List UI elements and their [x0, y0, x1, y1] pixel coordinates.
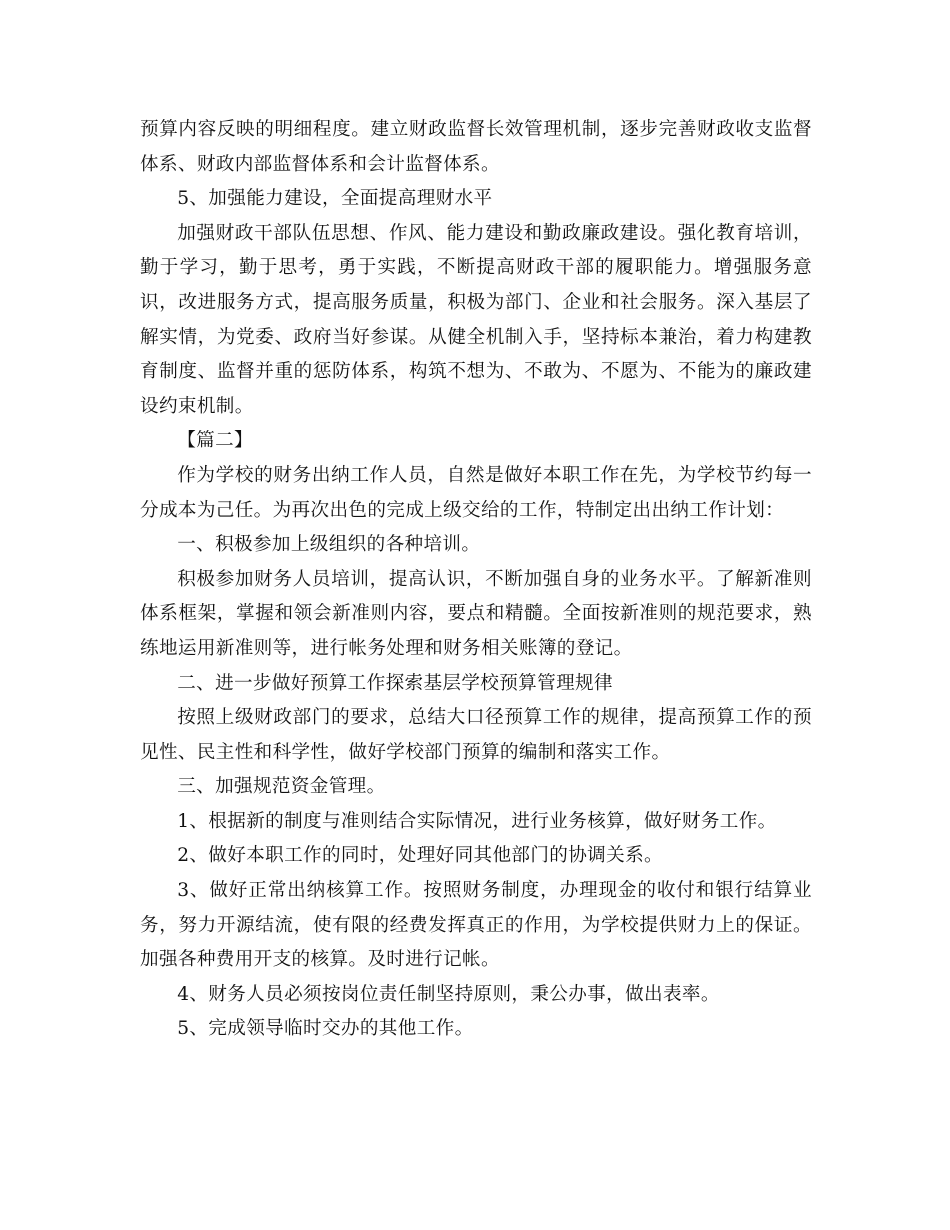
paragraph-cadre-building: 加强财政干部队伍思想、作风、能力建设和勤政廉政建设。强化教育培训，勤于学习，勤于思考，勇于实践，不断提高财政干部的履职能力。增强服务意识，改进服务方式，提高服务质量，积极为部门、企业和社会服务。深入基层了解实情，为党委、政府当好参谋。从健全机制入手，坚持标本兼治，着力构建教育制度、监督并重的惩防体系，构筑不想为、不敢为、不愿为、不能为的廉政建设约束机制。 — [140, 222, 812, 417]
heading-fund-management: 三、加强规范资金管理。 — [177, 776, 386, 798]
list-item-4: 4、财务人员必须按岗位责任制坚持原则，秉公办事，做出表率。 — [177, 983, 720, 1005]
list-item-1: 1、根据新的制度与准则结合实际情况，进行业务核算，做好财务工作。 — [177, 810, 777, 832]
paragraph-training: 积极参加财务人员培训，提高认识，不断加强自身的业务水平。了解新准则体系框架，掌握和领会新准则内容，要点和精髓。全面按新准则的规范要求，熟练地运用新准则等，进行帐务处理和财务相关账簿的登记。 — [140, 568, 812, 659]
list-item-2: 2、做好本职工作的同时，处理好同其他部门的协调关系。 — [177, 845, 663, 867]
document-body — [140, 113, 812, 1047]
list-item-3: 3、做好正常出纳核算工作。按照财务制度，办理现金的收付和银行结算业务，努力开源结流，使有限的经费发挥真正的作用，为学校提供财力上的保证。加强各种费用开支的核算。及时进行记帐。 — [140, 880, 812, 971]
paragraph-budget-work: 按照上级财政部门的要求，总结大口径预算工作的规律，提高预算工作的预见性、民主性和科学性，做好学校部门预算的编制和落实工作。 — [140, 707, 812, 763]
heading-training: 一、积极参加上级组织的各种培训。 — [177, 534, 481, 556]
heading-capacity-building: 5、加强能力建设，全面提高理财水平 — [177, 188, 493, 210]
heading-budget-work: 二、进一步做好预算工作探索基层学校预算管理规律 — [177, 672, 613, 694]
list-item-5: 5、完成领导临时交办的其他工作。 — [177, 1018, 474, 1040]
paragraph-budget-detail: 预算内容反映的明细程度。建立财政监督长效管理机制，逐步完善财政收支监督体系、财政内部监督体系和会计监督体系。 — [140, 119, 812, 175]
section-title-part-two: 【篇二】 — [177, 430, 253, 452]
paragraph-cashier-intro: 作为学校的财务出纳工作人员，自然是做好本职工作在先，为学校节约每一分成本为己任。为再次出色的完成上级交给的工作，特制定出出纳工作计划： — [140, 464, 812, 521]
